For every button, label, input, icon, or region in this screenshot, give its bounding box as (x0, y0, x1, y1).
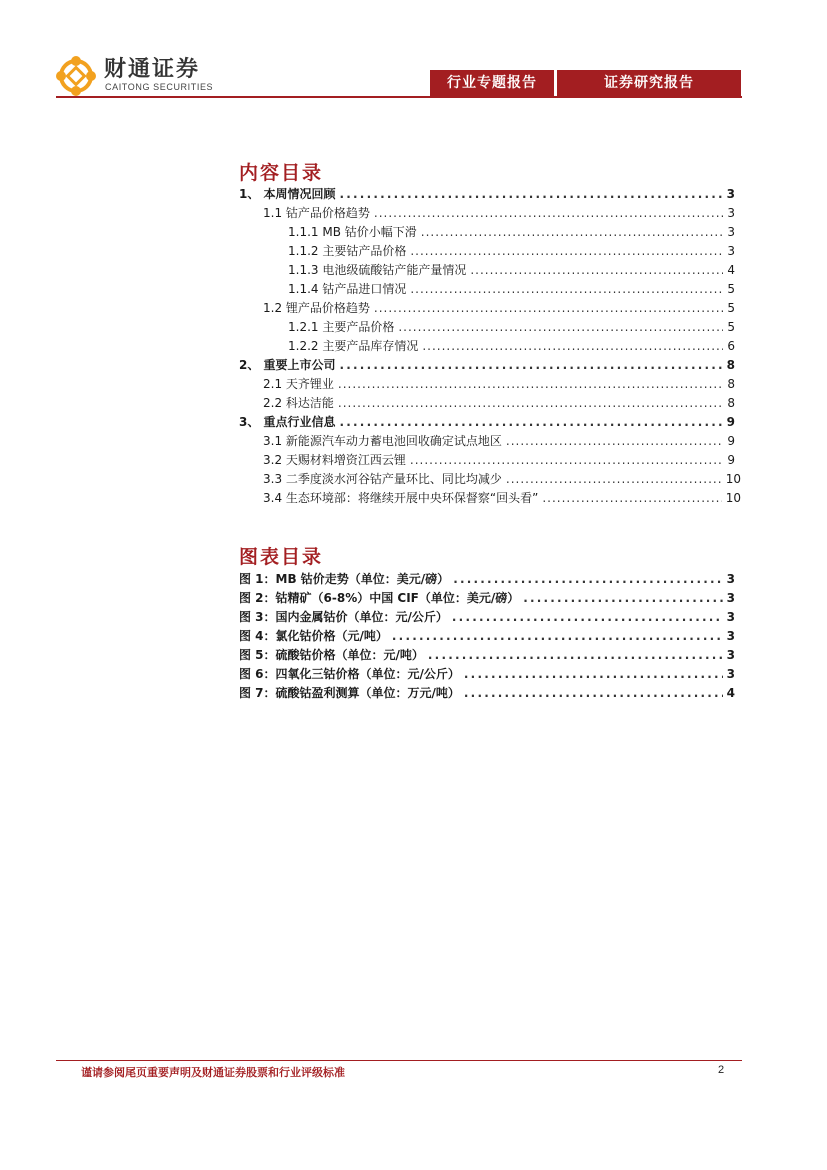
toc-entry-label: 3.2 天赐材料增资江西云锂 (263, 453, 406, 467)
toc-entry-label: 2.1 天齐锂业 (263, 377, 334, 391)
figure-entry-page: 3 (726, 610, 735, 624)
figure-entry-page: 3 (726, 648, 735, 662)
toc-entry-page: 3 (727, 206, 735, 220)
figure-entry[interactable] (239, 684, 735, 703)
toc-entry-label: 2、 重要上市公司 (239, 358, 336, 372)
brand-name-cn: 财通证券 (104, 57, 201, 82)
toc-entry-page: 5 (727, 282, 735, 296)
toc-entry-page: 9 (726, 415, 735, 429)
figure-entry[interactable] (239, 627, 735, 646)
toc-entry-label: 1.1.1 MB 钴价小幅下滑 (288, 225, 417, 239)
figure-entry-label: 图 4：氯化钴价格（元/吨） (239, 629, 388, 643)
toc-entry-page: 3 (727, 225, 735, 239)
toc-entry-label: 2.2 科达洁能 (263, 396, 334, 410)
toc-entry[interactable] (288, 261, 735, 280)
brand-name-en: CAITONG SECURITIES (105, 82, 214, 92)
toc-entry-page: 5 (727, 301, 735, 315)
toc-entry-page: 4 (727, 263, 735, 277)
figure-entry[interactable] (239, 570, 735, 589)
toc-entry-page: 8 (727, 396, 735, 410)
toc-entry-page: 6 (727, 339, 735, 353)
toc-entry[interactable] (239, 356, 735, 375)
figure-entry-page: 3 (726, 629, 735, 643)
toc-entry-page: 3 (726, 187, 735, 201)
page-number: 2 (718, 1064, 725, 1076)
toc-entry-label: 1、 本周情况回顾 (239, 187, 336, 201)
toc-entry[interactable] (263, 299, 735, 318)
toc-entry[interactable] (288, 337, 735, 356)
toc-entry-label: 3、 重点行业信息 (239, 415, 336, 429)
toc-entry-page: 9 (727, 434, 735, 448)
toc-entry[interactable] (263, 470, 741, 489)
caitong-logo-icon (56, 56, 96, 96)
toc-entry-page: 8 (726, 358, 735, 372)
figure-entry-label: 图 3：国内金属钴价（单位：元/公斤） (239, 610, 448, 624)
toc-entry[interactable] (239, 413, 735, 432)
figure-entry[interactable] (239, 665, 735, 684)
toc-entry[interactable] (288, 223, 735, 242)
toc-entry-page: 10 (725, 472, 741, 486)
toc-entry-page: 5 (727, 320, 735, 334)
toc-entry-label: 1.1.3 电池级硫酸钴产能产量情况 (288, 263, 467, 277)
footer-disclaimer: 谨请参阅尾页重要声明及财通证券股票和行业评级标准 (81, 1066, 345, 1079)
report-type-tag: 行业专题报告 (430, 70, 554, 96)
figure-entry-page: 4 (726, 686, 735, 700)
toc-entry-label: 1.1.4 钴产品进口情况 (288, 282, 407, 296)
toc-entry[interactable] (263, 451, 735, 470)
figure-entry[interactable] (239, 646, 735, 665)
toc-entry-page: 9 (727, 453, 735, 467)
figure-entry-page: 3 (726, 591, 735, 605)
figure-entry-label: 图 2：钴精矿（6-8%）中国 CIF（单位：美元/磅） (239, 591, 520, 605)
toc-entry-label: 3.3 二季度淡水河谷钴产量环比、同比均减少 (263, 472, 502, 486)
toc-entry-label: 1.1.2 主要钴产品价格 (288, 244, 407, 258)
figure-entry-label: 图 7：硫酸钴盈利测算（单位：万元/吨） (239, 686, 460, 700)
research-report-tag: 证券研究报告 (557, 70, 741, 96)
toc-entry[interactable] (263, 375, 735, 394)
toc-entry[interactable] (288, 318, 735, 337)
toc-entry-label: 3.4 生态环境部：将继续开展中央环保督察“回头看” (263, 491, 539, 505)
figure-entry-page: 3 (726, 572, 735, 586)
toc-entry[interactable] (263, 204, 735, 223)
toc-entry-label: 1.1 钴产品价格趋势 (263, 206, 370, 220)
toc-entry-page: 3 (727, 244, 735, 258)
toc-entry[interactable] (288, 242, 735, 261)
toc-entry-label: 3.1 新能源汽车动力蓄电池回收确定试点地区 (263, 434, 502, 448)
figure-entry[interactable] (239, 589, 735, 608)
figure-entry-label: 图 1：MB 钴价走势（单位：美元/磅） (239, 572, 450, 586)
header-divider (56, 96, 742, 98)
toc-entry[interactable] (288, 280, 735, 299)
figure-entry-page: 3 (726, 667, 735, 681)
toc-entry[interactable] (263, 432, 735, 451)
toc-entry-label: 1.2.1 主要产品价格 (288, 320, 395, 334)
toc-entry-page: 10 (725, 491, 741, 505)
figure-entry-label: 图 5：硫酸钴价格（单位：元/吨） (239, 648, 424, 662)
figure-entry[interactable] (239, 608, 735, 627)
toc-entry-label: 1.2 锂产品价格趋势 (263, 301, 370, 315)
toc-entry[interactable] (263, 394, 735, 413)
figure-entry-label: 图 6：四氧化三钴价格（单位：元/公斤） (239, 667, 460, 681)
toc-entry[interactable] (263, 489, 741, 508)
figure-list-title: 图表目录 (239, 546, 324, 568)
toc-title: 内容目录 (239, 162, 324, 184)
toc-entry-label: 1.2.2 主要产品库存情况 (288, 339, 419, 353)
toc-entry[interactable] (239, 185, 735, 204)
toc-entry-page: 8 (727, 377, 735, 391)
footer-divider (56, 1060, 742, 1061)
